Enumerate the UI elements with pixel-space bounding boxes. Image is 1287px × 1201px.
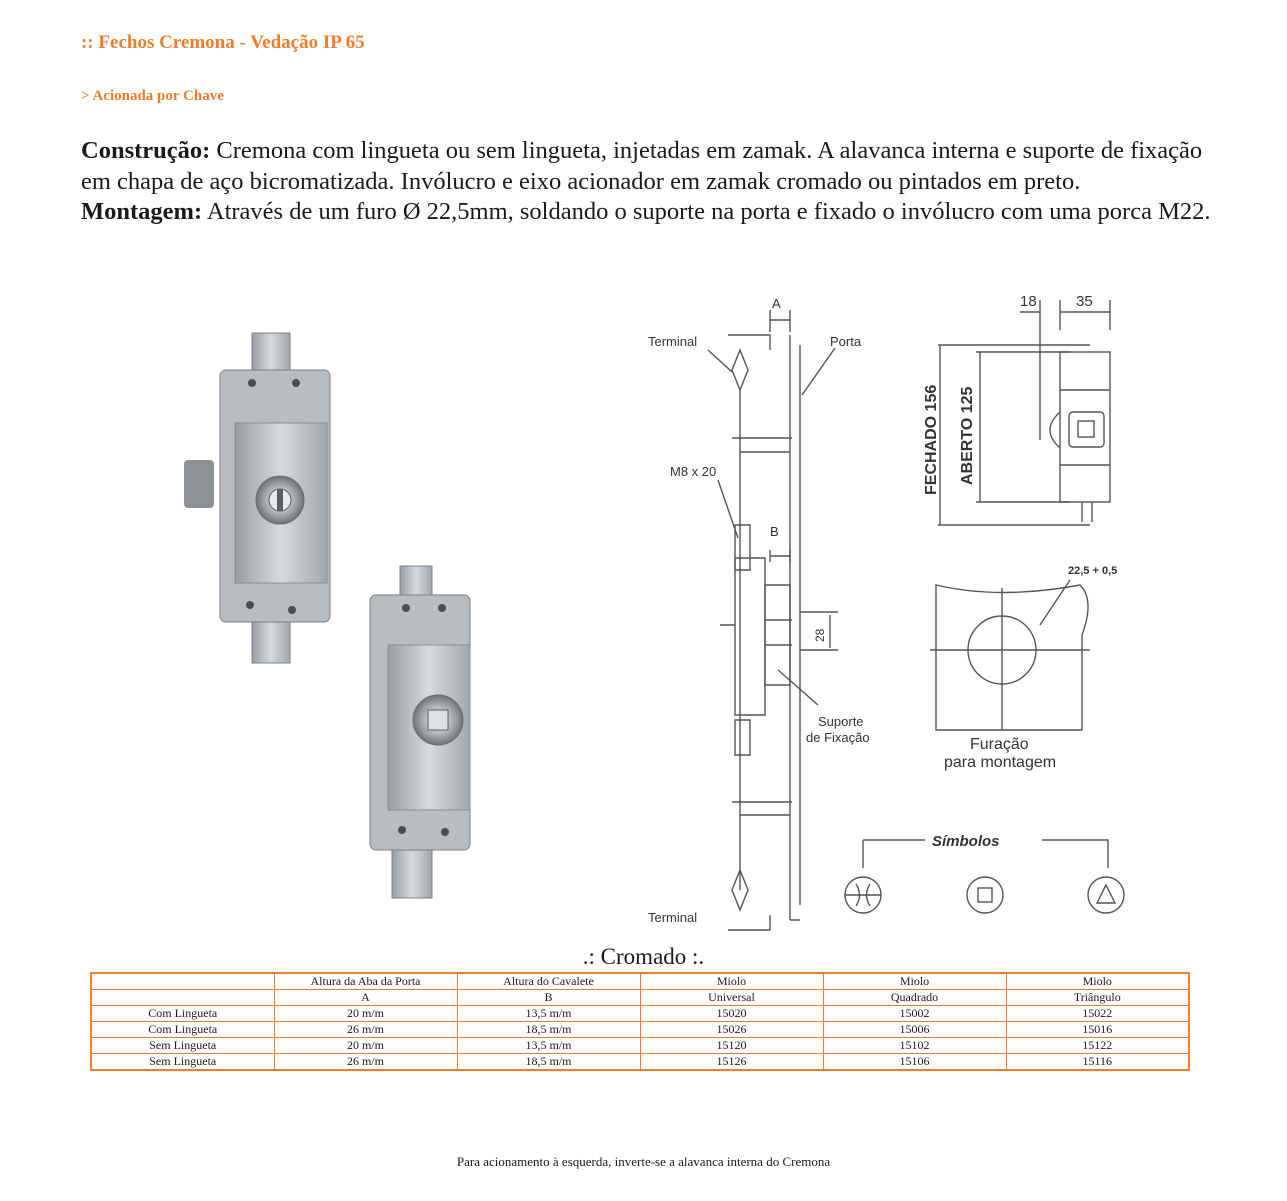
header-cell xyxy=(91,973,274,990)
header-cell: Universal xyxy=(640,990,823,1006)
spec-table xyxy=(90,972,1190,1071)
table-cell: Com Lingueta xyxy=(91,1006,274,1022)
table-cell: Sem Lingueta xyxy=(91,1038,274,1054)
table-cell: 15116 xyxy=(1006,1054,1189,1071)
table-cell: 15106 xyxy=(823,1054,1006,1071)
table-cell: 20 m/m xyxy=(274,1006,457,1022)
table-cell: 18,5 m/m xyxy=(457,1054,640,1071)
table-cell: 15122 xyxy=(1006,1038,1189,1054)
table-row xyxy=(91,1054,1189,1071)
label-dim-35: 35 xyxy=(1076,293,1093,310)
table-cell: 15002 xyxy=(823,1006,1006,1022)
table-caption: .: Cromado :. xyxy=(582,944,705,969)
header-cell: A xyxy=(274,990,457,1006)
table-cell: 18,5 m/m xyxy=(457,1022,640,1038)
product-photo-key-lock xyxy=(180,325,350,670)
construcao-text: Cremona com lingueta ou sem lingueta, injetadas em zamak. A alavanca interna e suporte de fixação em chapa de aço bicromatizada. Invólucro e eixo acionador em zamak cromado ou pintados em preto. xyxy=(81,137,1203,195)
construcao-label: Construção: xyxy=(81,137,211,164)
label-simbolos: Símbolos xyxy=(932,833,1000,850)
header-cell xyxy=(91,990,274,1006)
side-view xyxy=(708,310,838,930)
construcao-paragraph xyxy=(81,136,1211,197)
page-title: :: Fechos Cremona - Vedação IP 65 xyxy=(81,32,365,53)
montagem-text: Através de um furo Ø 22,5mm, soldando o suporte na porta e fixado o invólucro com uma porca M22. xyxy=(202,198,1211,225)
table-cell: Com Lingueta xyxy=(91,1022,274,1038)
table-header-row xyxy=(91,990,1189,1006)
header-cell: B xyxy=(457,990,640,1006)
table-cell: 13,5 m/m xyxy=(457,1006,640,1022)
table-cell: 15026 xyxy=(640,1022,823,1038)
table-cell: 26 m/m xyxy=(274,1022,457,1038)
footnote: Para acionamento à esquerda, inverte-se a alavanca interna do Cremona xyxy=(456,1154,831,1169)
technical-drawing xyxy=(620,290,1180,950)
table-header-row xyxy=(91,973,1189,990)
table-cell: 15120 xyxy=(640,1038,823,1054)
header-cell: Altura do Cavalete xyxy=(457,973,640,990)
table-row xyxy=(91,1038,1189,1054)
header-cell: Miolo xyxy=(1006,973,1189,990)
table-row xyxy=(91,1022,1189,1038)
table-row xyxy=(91,1006,1189,1022)
mounting-hole-view xyxy=(930,580,1090,730)
header-cell: Miolo xyxy=(640,973,823,990)
table-cell: 15102 xyxy=(823,1038,1006,1054)
label-hole-diameter: 22,5 + 0,5 xyxy=(1068,565,1118,577)
table-cell: 15016 xyxy=(1006,1022,1189,1038)
page-subtitle: > Acionada por Chave xyxy=(81,88,224,104)
table-cell: 15006 xyxy=(823,1022,1006,1038)
label-suporte-1: Suporte xyxy=(818,714,864,729)
description xyxy=(81,136,1211,228)
label-dim-28: 28 xyxy=(813,628,827,642)
table-cell: 13,5 m/m xyxy=(457,1038,640,1054)
label-furacao-1: Furação xyxy=(970,736,1029,753)
label-fechado: FECHADO 156 xyxy=(923,384,940,495)
table-cell: Sem Lingueta xyxy=(91,1054,274,1071)
table-cell: 26 m/m xyxy=(274,1054,457,1071)
label-aberto: ABERTO 125 xyxy=(959,386,976,485)
label-dim-a: A xyxy=(772,296,781,311)
montagem-paragraph xyxy=(81,197,1211,228)
header-cell: Quadrado xyxy=(823,990,1006,1006)
label-terminal-bottom: Terminal xyxy=(648,910,698,925)
product-photo-square-lock xyxy=(350,560,490,905)
label-suporte-2: de Fixação xyxy=(806,730,870,745)
label-m8: M8 x 20 xyxy=(670,464,717,479)
symbols-legend xyxy=(845,840,1124,913)
table-cell: 15020 xyxy=(640,1006,823,1022)
label-furacao-2: para montagem xyxy=(944,754,1057,771)
table-cell: 20 m/m xyxy=(274,1038,457,1054)
label-dim-b: B xyxy=(770,524,779,539)
table-cell: 15022 xyxy=(1006,1006,1189,1022)
label-terminal-top: Terminal xyxy=(648,334,698,349)
montagem-label: Montagem: xyxy=(81,198,203,225)
label-dim-18: 18 xyxy=(1020,293,1037,310)
table-cell: 15126 xyxy=(640,1054,823,1071)
label-porta: Porta xyxy=(830,334,862,349)
header-cell: Altura da Aba da Porta xyxy=(274,973,457,990)
header-cell: Triângulo xyxy=(1006,990,1189,1006)
header-cell: Miolo xyxy=(823,973,1006,990)
